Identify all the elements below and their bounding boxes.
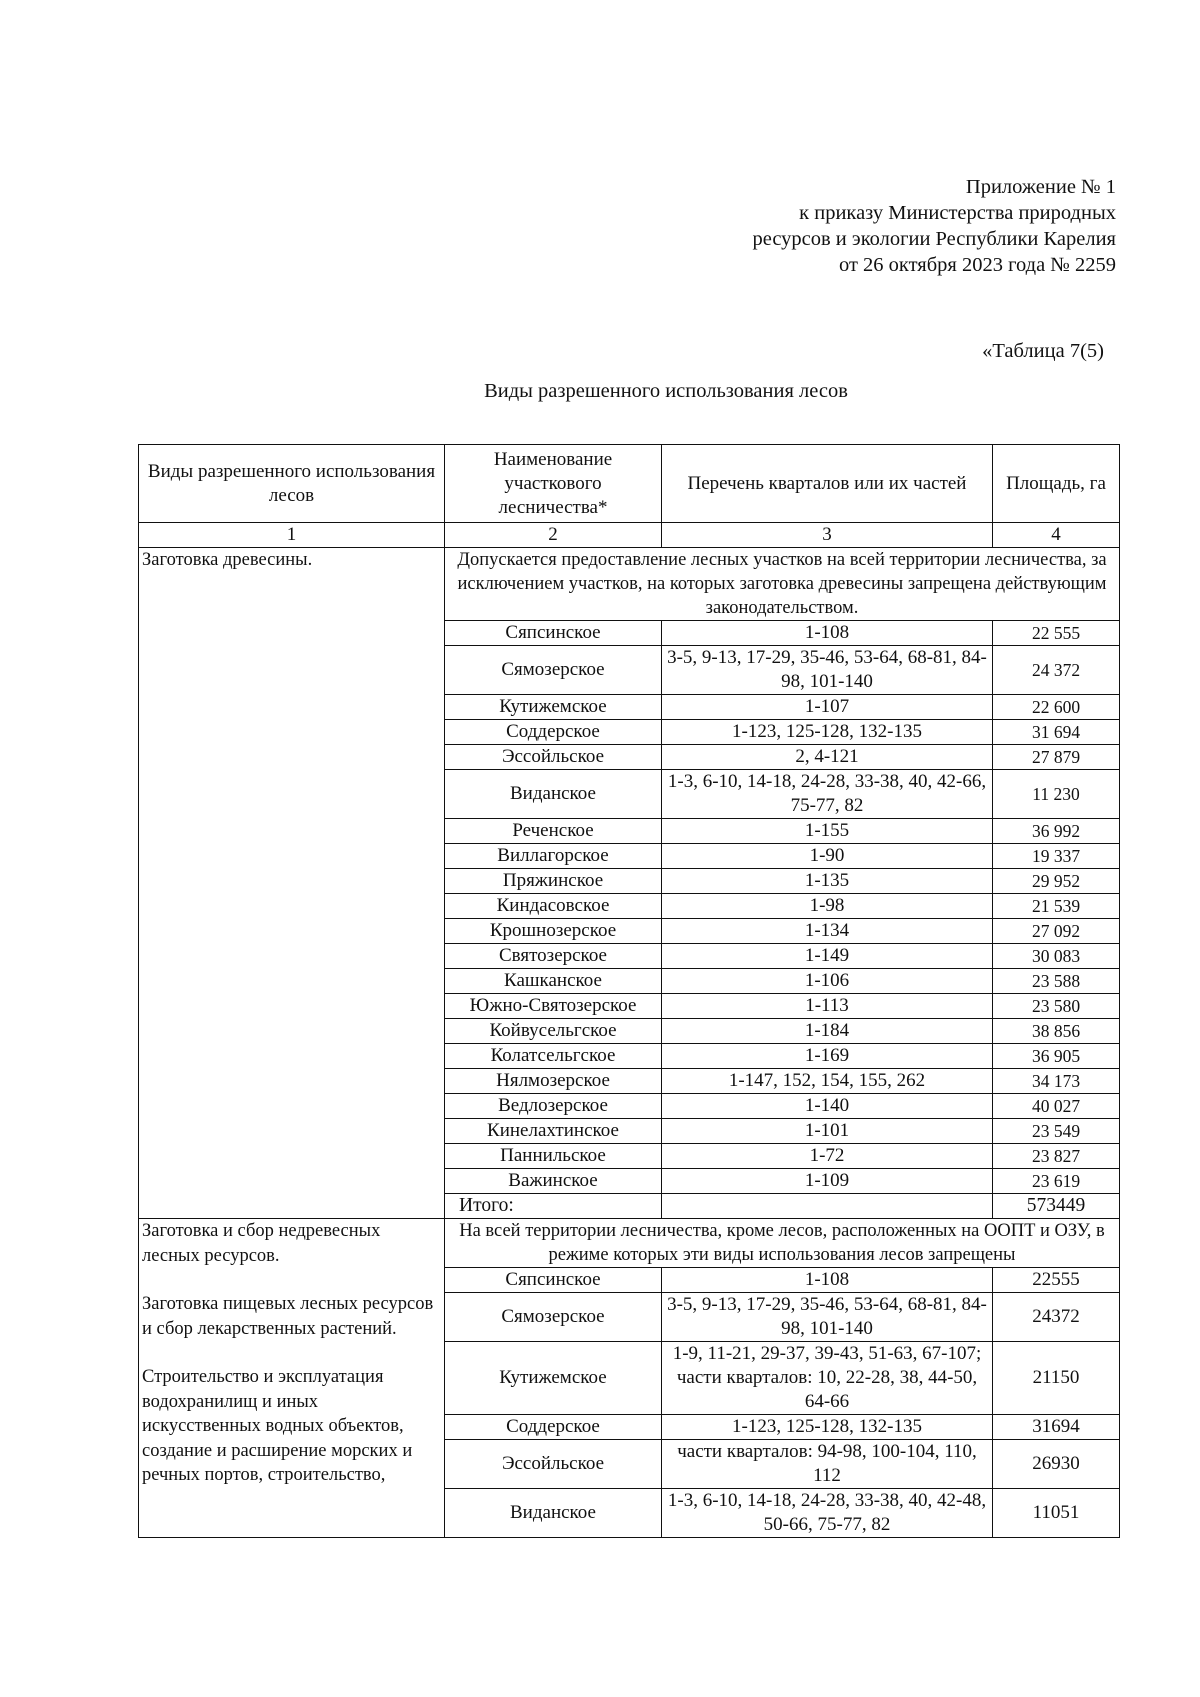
district-name: Кинелахтинское [445,1119,662,1144]
district-name: Сямозерское [445,1293,662,1342]
quarters-list: 1-3, 6-10, 14-18, 24-28, 33-38, 40, 42-66, 75-77, 82 [662,770,993,819]
appendix-line: от 26 октября 2023 года № 2259 [838,254,1116,276]
quarters-list: 1-169 [662,1044,993,1069]
quarters-list: 1-9, 11-21, 29-37, 39-43, 51-63, 67-107; части кварталов: 10, 22-28, 38, 44-50, 64-66 [662,1342,993,1415]
area-value: 11 230 [993,770,1120,819]
area-value: 38 856 [993,1019,1120,1044]
quarters-list: 1-123, 125-128, 132-135 [662,1415,993,1440]
quarters-list: 1-134 [662,919,993,944]
area-value: 22 555 [993,621,1120,646]
district-name: Святозерское [445,944,662,969]
area-value: 40 027 [993,1094,1120,1119]
district-name: Эссойльское [445,1440,662,1489]
quarters-list: 1-155 [662,819,993,844]
district-name: Кашканское [445,969,662,994]
quarters-list: 1-108 [662,1268,993,1293]
use-type-text: Заготовка пищевых лесных ресурсов и сбор лекарственных растений. [142,1294,434,1339]
area-value: 21 539 [993,894,1120,919]
district-name: Колатсельгское [445,1044,662,1069]
area-value: 27 879 [993,745,1120,770]
use-type-text: Заготовка и сбор недревесных лесных ресурсов. [142,1221,381,1266]
area-value: 24372 [993,1293,1120,1342]
column-index-row [139,523,1120,548]
district-name: Виллагорское [445,844,662,869]
quarters-list: 1-90 [662,844,993,869]
section-note: Допускается предоставление лесных участков на всей территории лесничества, за исключением участков, на которых заготовка древесины запрещена действующим законодательством. [445,548,1120,621]
quarters-list: 1-135 [662,869,993,894]
area-value: 30 083 [993,944,1120,969]
column-index: 2 [445,523,662,548]
header-district: Наименование участкового лесничества* [445,445,662,523]
table-reference: «Таблица 7(5) [982,340,1104,362]
quarters-list: 3-5, 9-13, 17-29, 35-46, 53-64, 68-81, 84-98, 101-140 [662,1293,993,1342]
area-value: 31 694 [993,720,1120,745]
quarters-list: 1-72 [662,1144,993,1169]
area-value: 11051 [993,1489,1120,1538]
area-value: 26930 [993,1440,1120,1489]
district-name: Эссойльское [445,745,662,770]
district-name: Киндасовское [445,894,662,919]
quarters-list: 1-149 [662,944,993,969]
area-value: 19 337 [993,844,1120,869]
district-name: Пряжинское [445,869,662,894]
area-value: 23 588 [993,969,1120,994]
district-name: Соддерское [445,720,662,745]
quarters-list: 1-108 [662,621,993,646]
district-name: Виданское [445,1489,662,1538]
appendix-header [752,174,1116,278]
section-note: На всей территории лесничества, кроме лесов, расположенных на ООПТ и ОЗУ, в режиме которых эти виды использования лесов запрещены [445,1219,1120,1268]
area-value: 23 827 [993,1144,1120,1169]
section-note-row [139,1219,1120,1268]
area-value: 34 173 [993,1069,1120,1094]
document-title: Виды разрешенного использования лесов [484,380,848,402]
quarters-list: 1-147, 152, 154, 155, 262 [662,1069,993,1094]
quarters-list: 1-107 [662,695,993,720]
district-name: Реченское [445,819,662,844]
area-value: 23 549 [993,1119,1120,1144]
quarters-list: 1-113 [662,994,993,1019]
district-name: Паннильское [445,1144,662,1169]
forest-use-table [138,444,1120,1538]
district-name: Ведлозерское [445,1094,662,1119]
column-index: 4 [993,523,1120,548]
appendix-line: к приказу Министерства природных [799,202,1116,224]
district-name: Сяпсинское [445,621,662,646]
quarters-list: 1-3, 6-10, 14-18, 24-28, 33-38, 40, 42-48, 50-66, 75-77, 82 [662,1489,993,1538]
district-name: Важинское [445,1169,662,1194]
header-quarters: Перечень кварталов или их частей [662,445,993,523]
quarters-list: 1-101 [662,1119,993,1144]
header-area: Площадь, га [993,445,1120,523]
appendix-line: ресурсов и экологии Республики Карелия [752,228,1116,250]
quarters-list: 1-98 [662,894,993,919]
district-name: Кутижемское [445,1342,662,1415]
area-value: 36 905 [993,1044,1120,1069]
district-name: Сямозерское [445,646,662,695]
quarters-list: 2, 4-121 [662,745,993,770]
area-value: 22 600 [993,695,1120,720]
area-value: 22555 [993,1268,1120,1293]
area-value: 23 580 [993,994,1120,1019]
area-value: 23 619 [993,1169,1120,1194]
district-name: Соддерское [445,1415,662,1440]
header-use-type: Виды разрешенного использования лесов [139,445,445,523]
area-value: 21150 [993,1342,1120,1415]
total-label: Итого: [445,1194,662,1219]
area-value: 27 092 [993,919,1120,944]
use-type-cell [139,1219,445,1538]
table-header-row [139,445,1120,523]
use-type-text: Строительство и эксплуатация водохранилищ и иных искусственных водных объектов, создание и расширение морских и речных портов, строительство, [142,1367,413,1485]
district-name: Крошнозерское [445,919,662,944]
area-value: 36 992 [993,819,1120,844]
quarters-list: 3-5, 9-13, 17-29, 35-46, 53-64, 68-81, 84-98, 101-140 [662,646,993,695]
column-index: 3 [662,523,993,548]
district-name: Нялмозерское [445,1069,662,1094]
quarters-list: 1-184 [662,1019,993,1044]
quarters-list: части кварталов: 94-98, 100-104, 110, 112 [662,1440,993,1489]
quarters-list: 1-123, 125-128, 132-135 [662,720,993,745]
district-name: Южно-Святозерское [445,994,662,1019]
area-value: 29 952 [993,869,1120,894]
area-value: 24 372 [993,646,1120,695]
district-name: Кутижемское [445,695,662,720]
appendix-line: Приложение № 1 [965,176,1116,198]
area-value: 31694 [993,1415,1120,1440]
use-type-cell: Заготовка древесины. [139,548,445,1219]
column-index: 1 [139,523,445,548]
quarters-list: 1-140 [662,1094,993,1119]
total-value: 573449 [993,1194,1120,1219]
district-name: Сяпсинское [445,1268,662,1293]
district-name: Койвусельгское [445,1019,662,1044]
quarters-list: 1-109 [662,1169,993,1194]
district-name: Виданское [445,770,662,819]
section-note-row [139,548,1120,621]
quarters-list: 1-106 [662,969,993,994]
total-empty-cell [662,1194,993,1219]
